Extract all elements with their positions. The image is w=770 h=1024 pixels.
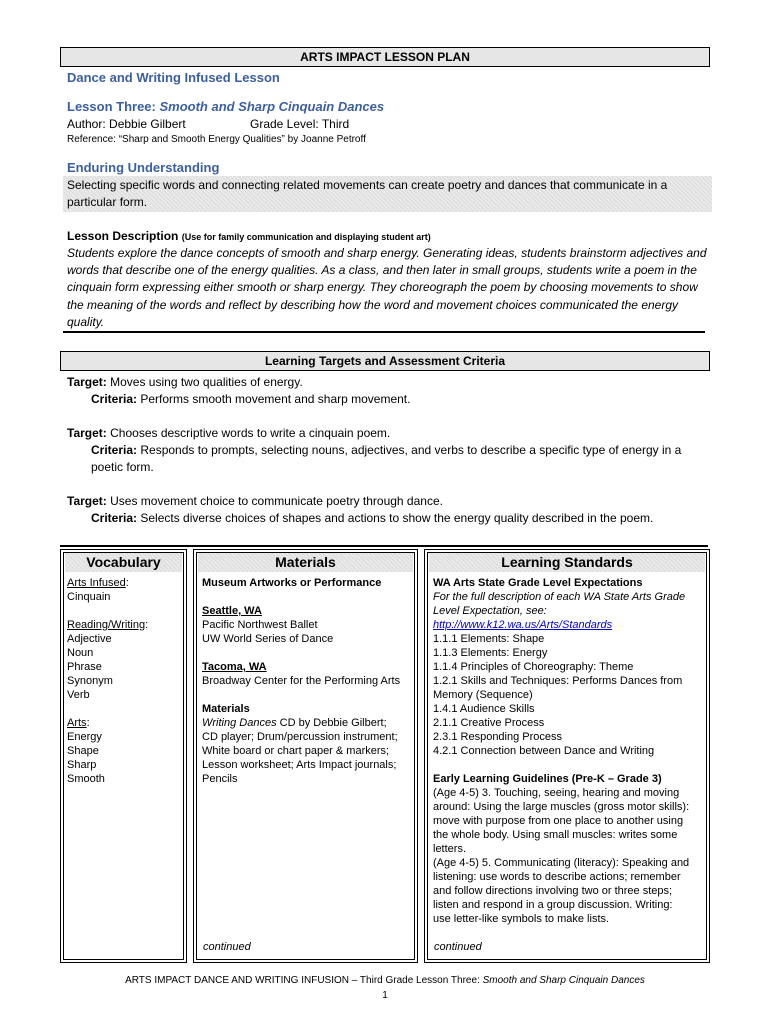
target-text: Uses movement choice to communicate poetry through dance. xyxy=(110,494,443,508)
vocab-item: Energy xyxy=(67,731,102,743)
enduring-heading: Enduring Understanding xyxy=(67,160,220,175)
standards-inner-border xyxy=(427,552,707,960)
vocab-item: Phrase xyxy=(67,661,102,673)
wa-note: Level Expectation, see: xyxy=(433,605,547,617)
vocab-item: Verb xyxy=(67,689,90,701)
criteria-text: Responds to prompts, selecting nouns, adjectives, and verbs to describe a specific type of energy in a poetic form. xyxy=(91,443,682,474)
materials-column xyxy=(193,549,418,963)
elg-line: listening: use words to describe actions; remember xyxy=(433,871,681,883)
seattle-heading: Seattle, WA xyxy=(202,605,262,617)
document-title: ARTS IMPACT LESSON PLAN xyxy=(60,47,710,67)
criteria-2 xyxy=(91,442,707,476)
target-1 xyxy=(67,374,707,391)
elg-line: (Age 4-5) 3. Touching, seeing, hearing and moving xyxy=(433,787,680,799)
page-number: 1 xyxy=(382,990,388,1001)
standard-item: 1.1.3 Elements: Energy xyxy=(433,647,548,659)
standards-heading: Learning Standards xyxy=(429,553,705,572)
lesson-subtitle: Dance and Writing Infused Lesson xyxy=(67,70,280,85)
elg-line: around: Using the large muscles (gross motor skills): xyxy=(433,801,690,813)
footer-title: Smooth and Sharp Cinquain Dances xyxy=(482,975,645,986)
elg-line: use letter-like symbols to make lists. xyxy=(433,913,610,925)
reference: Reference: “Sharp and Smooth Energy Qualities” by Joanne Petroff xyxy=(67,134,366,145)
target-label: Target: xyxy=(67,375,107,389)
elg-line: letters. xyxy=(433,843,467,855)
venue-item: Pacific Northwest Ballet xyxy=(202,619,318,631)
museum-heading: Museum Artworks or Performance xyxy=(202,577,382,589)
criteria-label: Criteria: xyxy=(91,443,138,457)
target-label: Target: xyxy=(67,426,107,440)
elg-heading: Early Learning Guidelines (Pre-K – Grade 3) xyxy=(433,773,662,785)
material-item: Pencils xyxy=(202,773,238,785)
arts-label: Arts xyxy=(67,717,87,729)
standard-item: 2.3.1 Responding Process xyxy=(433,731,563,743)
criteria-text: Performs smooth movement and sharp movement. xyxy=(140,392,411,406)
material-item: Lesson worksheet; Arts Impact journals; xyxy=(202,759,397,771)
target-3 xyxy=(67,493,707,510)
standard-item: 2.1.1 Creative Process xyxy=(433,717,545,729)
lesson-title-name: Smooth and Sharp Cinquain Dances xyxy=(159,99,385,114)
elg-line: the whole body. Using small muscles: writes some xyxy=(433,829,678,841)
author: Author: Debbie Gilbert xyxy=(67,117,186,131)
standard-item: 1.4.1 Audience Skills xyxy=(433,703,535,715)
vocabulary-heading: Vocabulary xyxy=(65,553,182,572)
target-label: Target: xyxy=(67,494,107,508)
vocab-item: Noun xyxy=(67,647,94,659)
reading-label: Reading/Writing xyxy=(67,619,146,631)
vocab-item: Synonym xyxy=(67,675,113,687)
standard-item: 1.2.1 Skills and Techniques: Performs Dances from xyxy=(433,675,683,687)
standards-link[interactable]: http://www.k12.wa.us/Arts/Standards xyxy=(433,619,613,631)
description-heading: Lesson Description xyxy=(67,229,179,243)
criteria-label: Criteria: xyxy=(91,392,138,406)
standards-column xyxy=(424,549,710,963)
elg-line: and follow directions involving two or three steps; xyxy=(433,885,673,897)
vocab-item: Adjective xyxy=(67,633,112,645)
footer-text: ARTS IMPACT DANCE AND WRITING INFUSION – Third Grade Lesson Three: xyxy=(125,975,483,986)
section-divider xyxy=(63,331,705,333)
description-text: Students explore the dance concepts of smooth and sharp energy. Generating ideas, students brainstorm adjectives and words that describe one of the energy qualities. As a class, and then later in small groups, students write a poem in the cinquain form expressing either smooth or sharp energy. They choreograph the poem by choosing movements to show the meaning of the words and reflect by describing how the word and movement choices communicated the energy quality. xyxy=(67,246,707,329)
materials-heading: Materials xyxy=(198,553,413,572)
vocab-item: Cinquain xyxy=(67,591,111,603)
enduring-text: Selecting specific words and connecting related movements can create poetry and dances that communicate in a particular form. xyxy=(63,176,712,212)
cd-rest: CD by Debbie Gilbert; xyxy=(276,717,387,729)
lesson-title xyxy=(67,99,384,114)
standards-continued: continued xyxy=(434,941,482,953)
wa-heading: WA Arts State Grade Level Expectations xyxy=(433,577,643,589)
vocab-item: Smooth xyxy=(67,773,105,785)
venue-item: Broadway Center for the Performing Arts xyxy=(202,675,401,687)
materials-continued: continued xyxy=(203,941,251,953)
target-text: Moves using two qualities of energy. xyxy=(110,375,303,389)
criteria-1 xyxy=(91,391,707,408)
criteria-label: Criteria: xyxy=(91,511,138,525)
target-2 xyxy=(67,425,707,442)
label-colon: : xyxy=(145,619,149,631)
standard-item: 4.2.1 Connection between Dance and Writing xyxy=(433,745,655,757)
cd-title: Writing Dances xyxy=(202,717,277,729)
target-text: Chooses descriptive words to write a cinquain poem. xyxy=(110,426,391,440)
columns-top-rule xyxy=(60,545,708,547)
elg-line: (Age 4-5) 5. Communicating (literacy): Speaking and xyxy=(433,857,690,869)
lesson-title-prefix: Lesson Three: xyxy=(67,99,160,114)
tacoma-heading: Tacoma, WA xyxy=(202,661,267,673)
description-heading-row xyxy=(67,229,431,243)
venue-item: UW World Series of Dance xyxy=(202,633,334,645)
elg-line: listen and respond in a group discussion. Writing: xyxy=(433,899,673,911)
vocabulary-column xyxy=(60,549,187,963)
label-colon: : xyxy=(125,577,129,589)
standard-item: 1.1.1 Elements: Shape xyxy=(433,633,545,645)
grade-level: Grade Level: Third xyxy=(250,117,350,131)
material-item: CD player; Drum/percussion instrument; xyxy=(202,731,398,743)
material-item: White board or chart paper & markers; xyxy=(202,745,390,757)
targets-heading: Learning Targets and Assessment Criteria xyxy=(60,351,710,371)
footer xyxy=(0,975,770,986)
criteria-text: Selects diverse choices of shapes and actions to show the energy quality described in the poem. xyxy=(140,511,654,525)
vocabulary-inner-border xyxy=(63,552,184,960)
label-colon: : xyxy=(86,717,90,729)
standard-item: Memory (Sequence) xyxy=(433,689,533,701)
vocab-item: Shape xyxy=(67,745,99,757)
standard-item: 1.1.4 Principles of Choreography: Theme xyxy=(433,661,634,673)
elg-line: move with purpose from one place to another using xyxy=(433,815,684,827)
criteria-3 xyxy=(91,510,691,527)
description-note: (Use for family communication and displaying student art) xyxy=(181,232,431,242)
wa-note: For the full description of each WA State Arts Grade xyxy=(433,591,686,603)
materials-inner-border xyxy=(196,552,415,960)
materials-subheading: Materials xyxy=(202,703,250,715)
arts-infused-label: Arts Infused xyxy=(67,577,126,589)
vocab-item: Sharp xyxy=(67,759,97,771)
